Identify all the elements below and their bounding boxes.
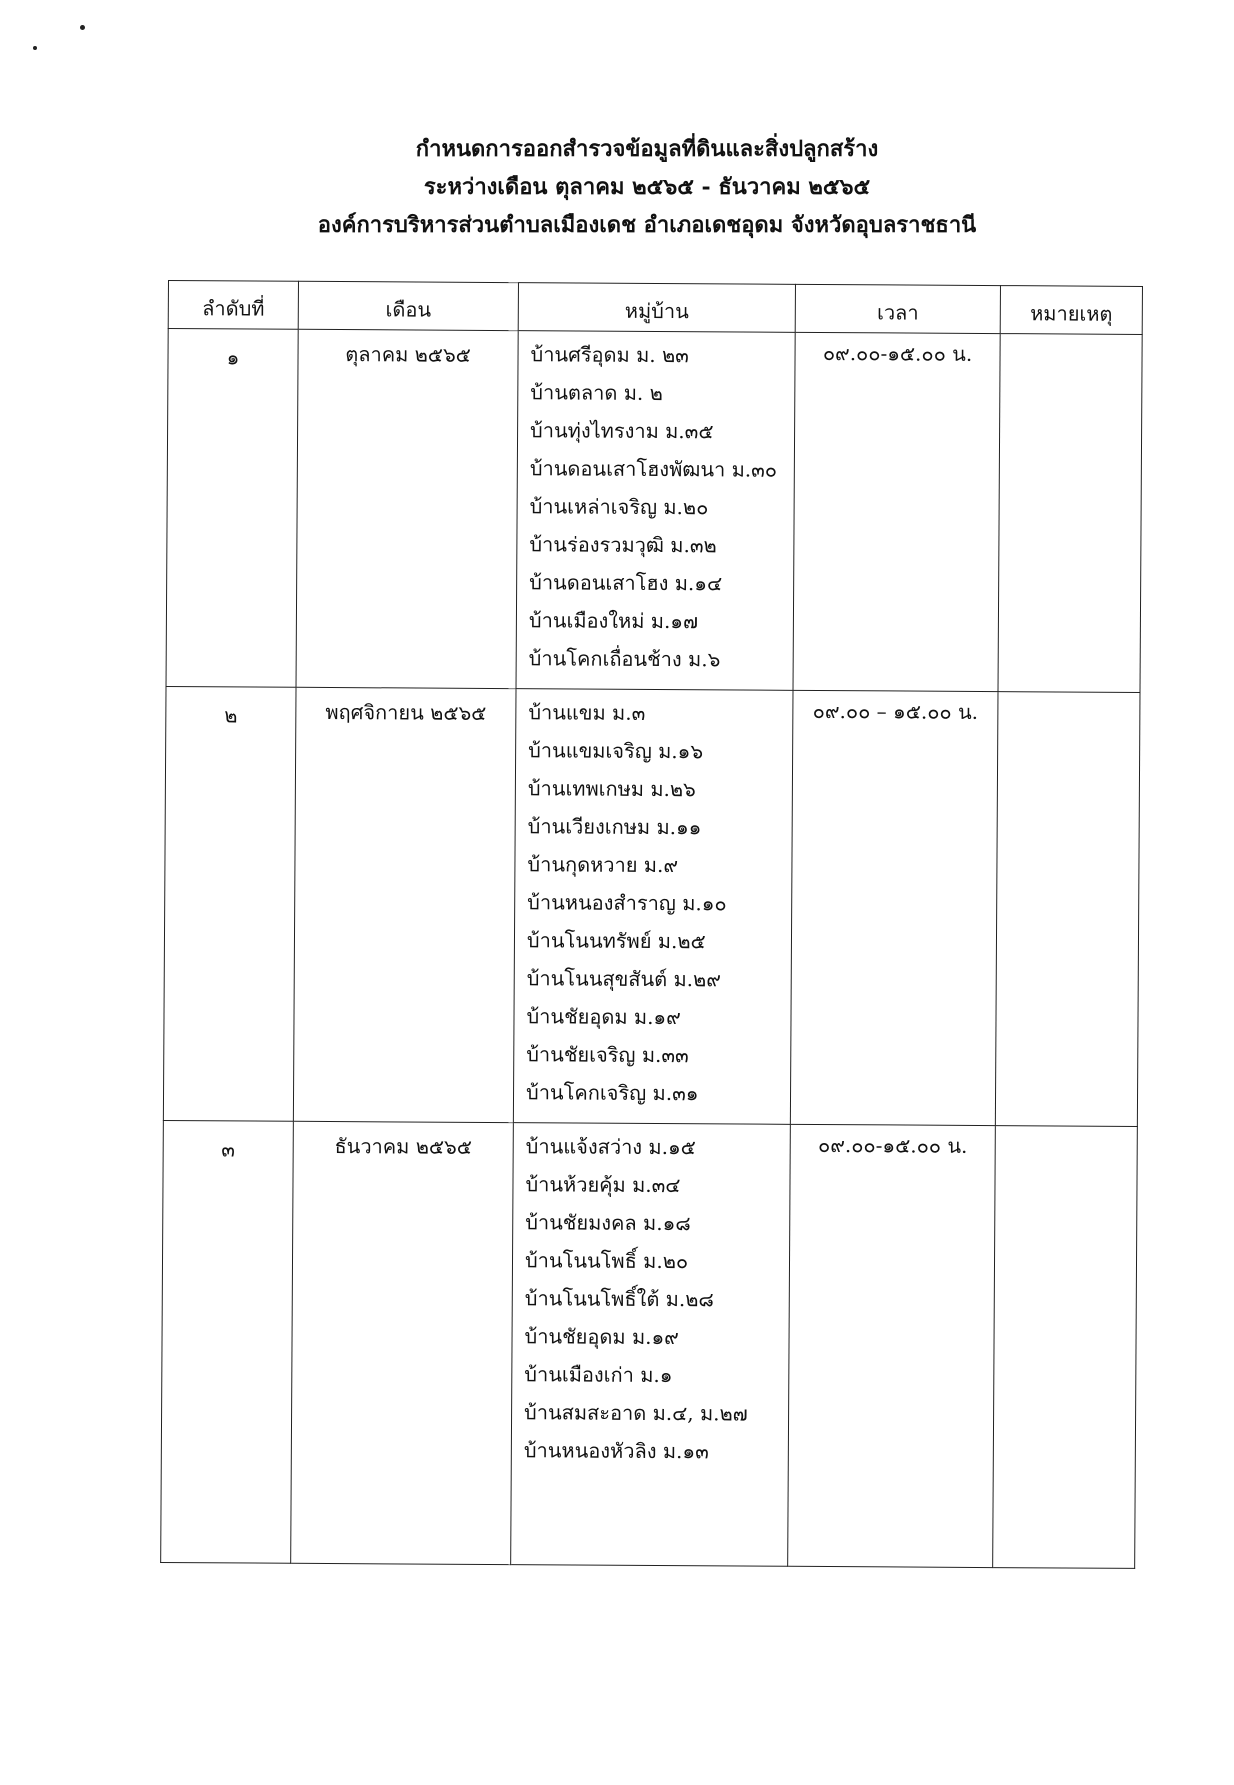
village-item: บ้านกุดหวาย ม.๙ xyxy=(527,852,679,878)
village-item: บ้านสมสะอาด ม.๔, ม.๒๗ xyxy=(524,1400,748,1426)
table-row xyxy=(163,686,1140,1126)
scan-speck xyxy=(80,25,85,30)
village-item: บ้านห้วยคุ้ม ม.๓๔ xyxy=(525,1172,681,1198)
table-row xyxy=(161,1120,1138,1568)
row-number: ๓ xyxy=(161,1120,294,1563)
village-item: บ้านเวียงเกษม ม.๑๑ xyxy=(527,814,702,840)
row-number: ๒ xyxy=(163,686,296,1121)
village-item: บ้านดอนเสาโฮง ม.๑๔ xyxy=(529,570,723,596)
village-item: บ้านโคกเจริญ ม.๓๑ xyxy=(525,1080,699,1106)
header-row xyxy=(168,281,1142,335)
village-list xyxy=(516,331,795,691)
village-list xyxy=(513,689,793,1125)
header-village: หมู่บ้าน xyxy=(518,283,795,333)
village-item: บ้านโคกเถื่อนช้าง ม.๖ xyxy=(528,646,721,672)
village-item: บ้านเหล่าเจริญ ม.๒๐ xyxy=(529,494,709,520)
table-row xyxy=(166,329,1142,693)
row-month: ธันวาคม ๒๕๖๕ xyxy=(291,1121,514,1564)
row-time: ๐๙.๐๐-๑๕.๐๐ น. xyxy=(793,332,1000,691)
village-item: บ้านศรีอุดม ม. ๒๓ xyxy=(530,342,689,368)
row-note xyxy=(995,692,1140,1127)
title-line-1: กำหนดการออกสำรวจข้อมูลที่ดินและสิ่งปลูกสร้าง xyxy=(415,136,879,162)
row-time: ๐๙.๐๐ – ๑๕.๐๐ น. xyxy=(790,690,998,1125)
header-note: หมายเหตุ xyxy=(1000,286,1142,335)
village-item: บ้านร่องรวมวุฒิ ม.๓๒ xyxy=(529,532,717,558)
village-item: บ้านชัยอุดม ม.๑๙ xyxy=(524,1324,679,1350)
row-number: ๑ xyxy=(166,329,298,688)
village-item: บ้านตลาด ม. ๒ xyxy=(530,380,663,406)
village-item: บ้านแขม ม.๓ xyxy=(528,700,646,725)
village-item: บ้านโนนทรัพย์ ม.๒๕ xyxy=(526,928,706,954)
village-item: บ้านหนองสำราญ ม.๑๐ xyxy=(527,890,727,916)
village-item: บ้านทุ่งไทรงาม ม.๓๕ xyxy=(530,418,714,444)
village-item: บ้านเมืองเก่า ม.๑ xyxy=(524,1362,673,1388)
row-month: พฤศจิกายน ๒๕๖๕ xyxy=(293,687,516,1122)
village-item: บ้านชัยเจริญ ม.๓๓ xyxy=(526,1042,689,1068)
village-item: บ้านเมืองใหม่ ม.๑๗ xyxy=(528,608,699,634)
header-time: เวลา xyxy=(795,284,1000,333)
header-no: ลำดับที่ xyxy=(168,281,298,330)
scan-speck xyxy=(33,46,37,50)
village-item: บ้านชัยอุดม ม.๑๙ xyxy=(526,1004,681,1030)
title-line-3: องค์การบริหารส่วนตำบลเมืองเดช อำเภอเดชอุดม จังหวัดอุบลราชธานี xyxy=(317,212,977,238)
village-item: บ้านโนนโพธิ์ ม.๒๐ xyxy=(524,1248,689,1274)
row-month: ตุลาคม ๒๕๖๕ xyxy=(296,329,518,688)
row-time: ๐๙.๐๐-๑๕.๐๐ น. xyxy=(788,1124,996,1567)
village-item: บ้านดอนเสาโฮงพัฒนา ม.๓๐ xyxy=(529,456,778,482)
row-note xyxy=(993,1126,1138,1569)
schedule-table xyxy=(160,280,1143,1569)
village-item: บ้านชัยมงคล ม.๑๘ xyxy=(525,1210,691,1236)
village-item: บ้านโนนโพธิ์ใต้ ม.๒๘ xyxy=(524,1286,714,1312)
village-item: บ้านแขมเจริญ ม.๑๖ xyxy=(528,738,704,764)
title-line-2: ระหว่างเดือน ตุลาคม ๒๕๖๕ - ธันวาคม ๒๕๖๕ xyxy=(423,174,871,200)
village-item: บ้านโนนสุขสันต์ ม.๒๙ xyxy=(526,966,721,992)
village-item: บ้านแจ้งสว่าง ม.๑๕ xyxy=(525,1134,696,1160)
village-list xyxy=(511,1123,791,1567)
row-note xyxy=(998,334,1142,693)
village-item: บ้านหนองหัวลิง ม.๑๓ xyxy=(523,1438,709,1464)
village-item: บ้านเทพเกษม ม.๒๖ xyxy=(527,776,696,802)
document-title xyxy=(0,130,1234,244)
header-month: เดือน xyxy=(298,281,518,330)
